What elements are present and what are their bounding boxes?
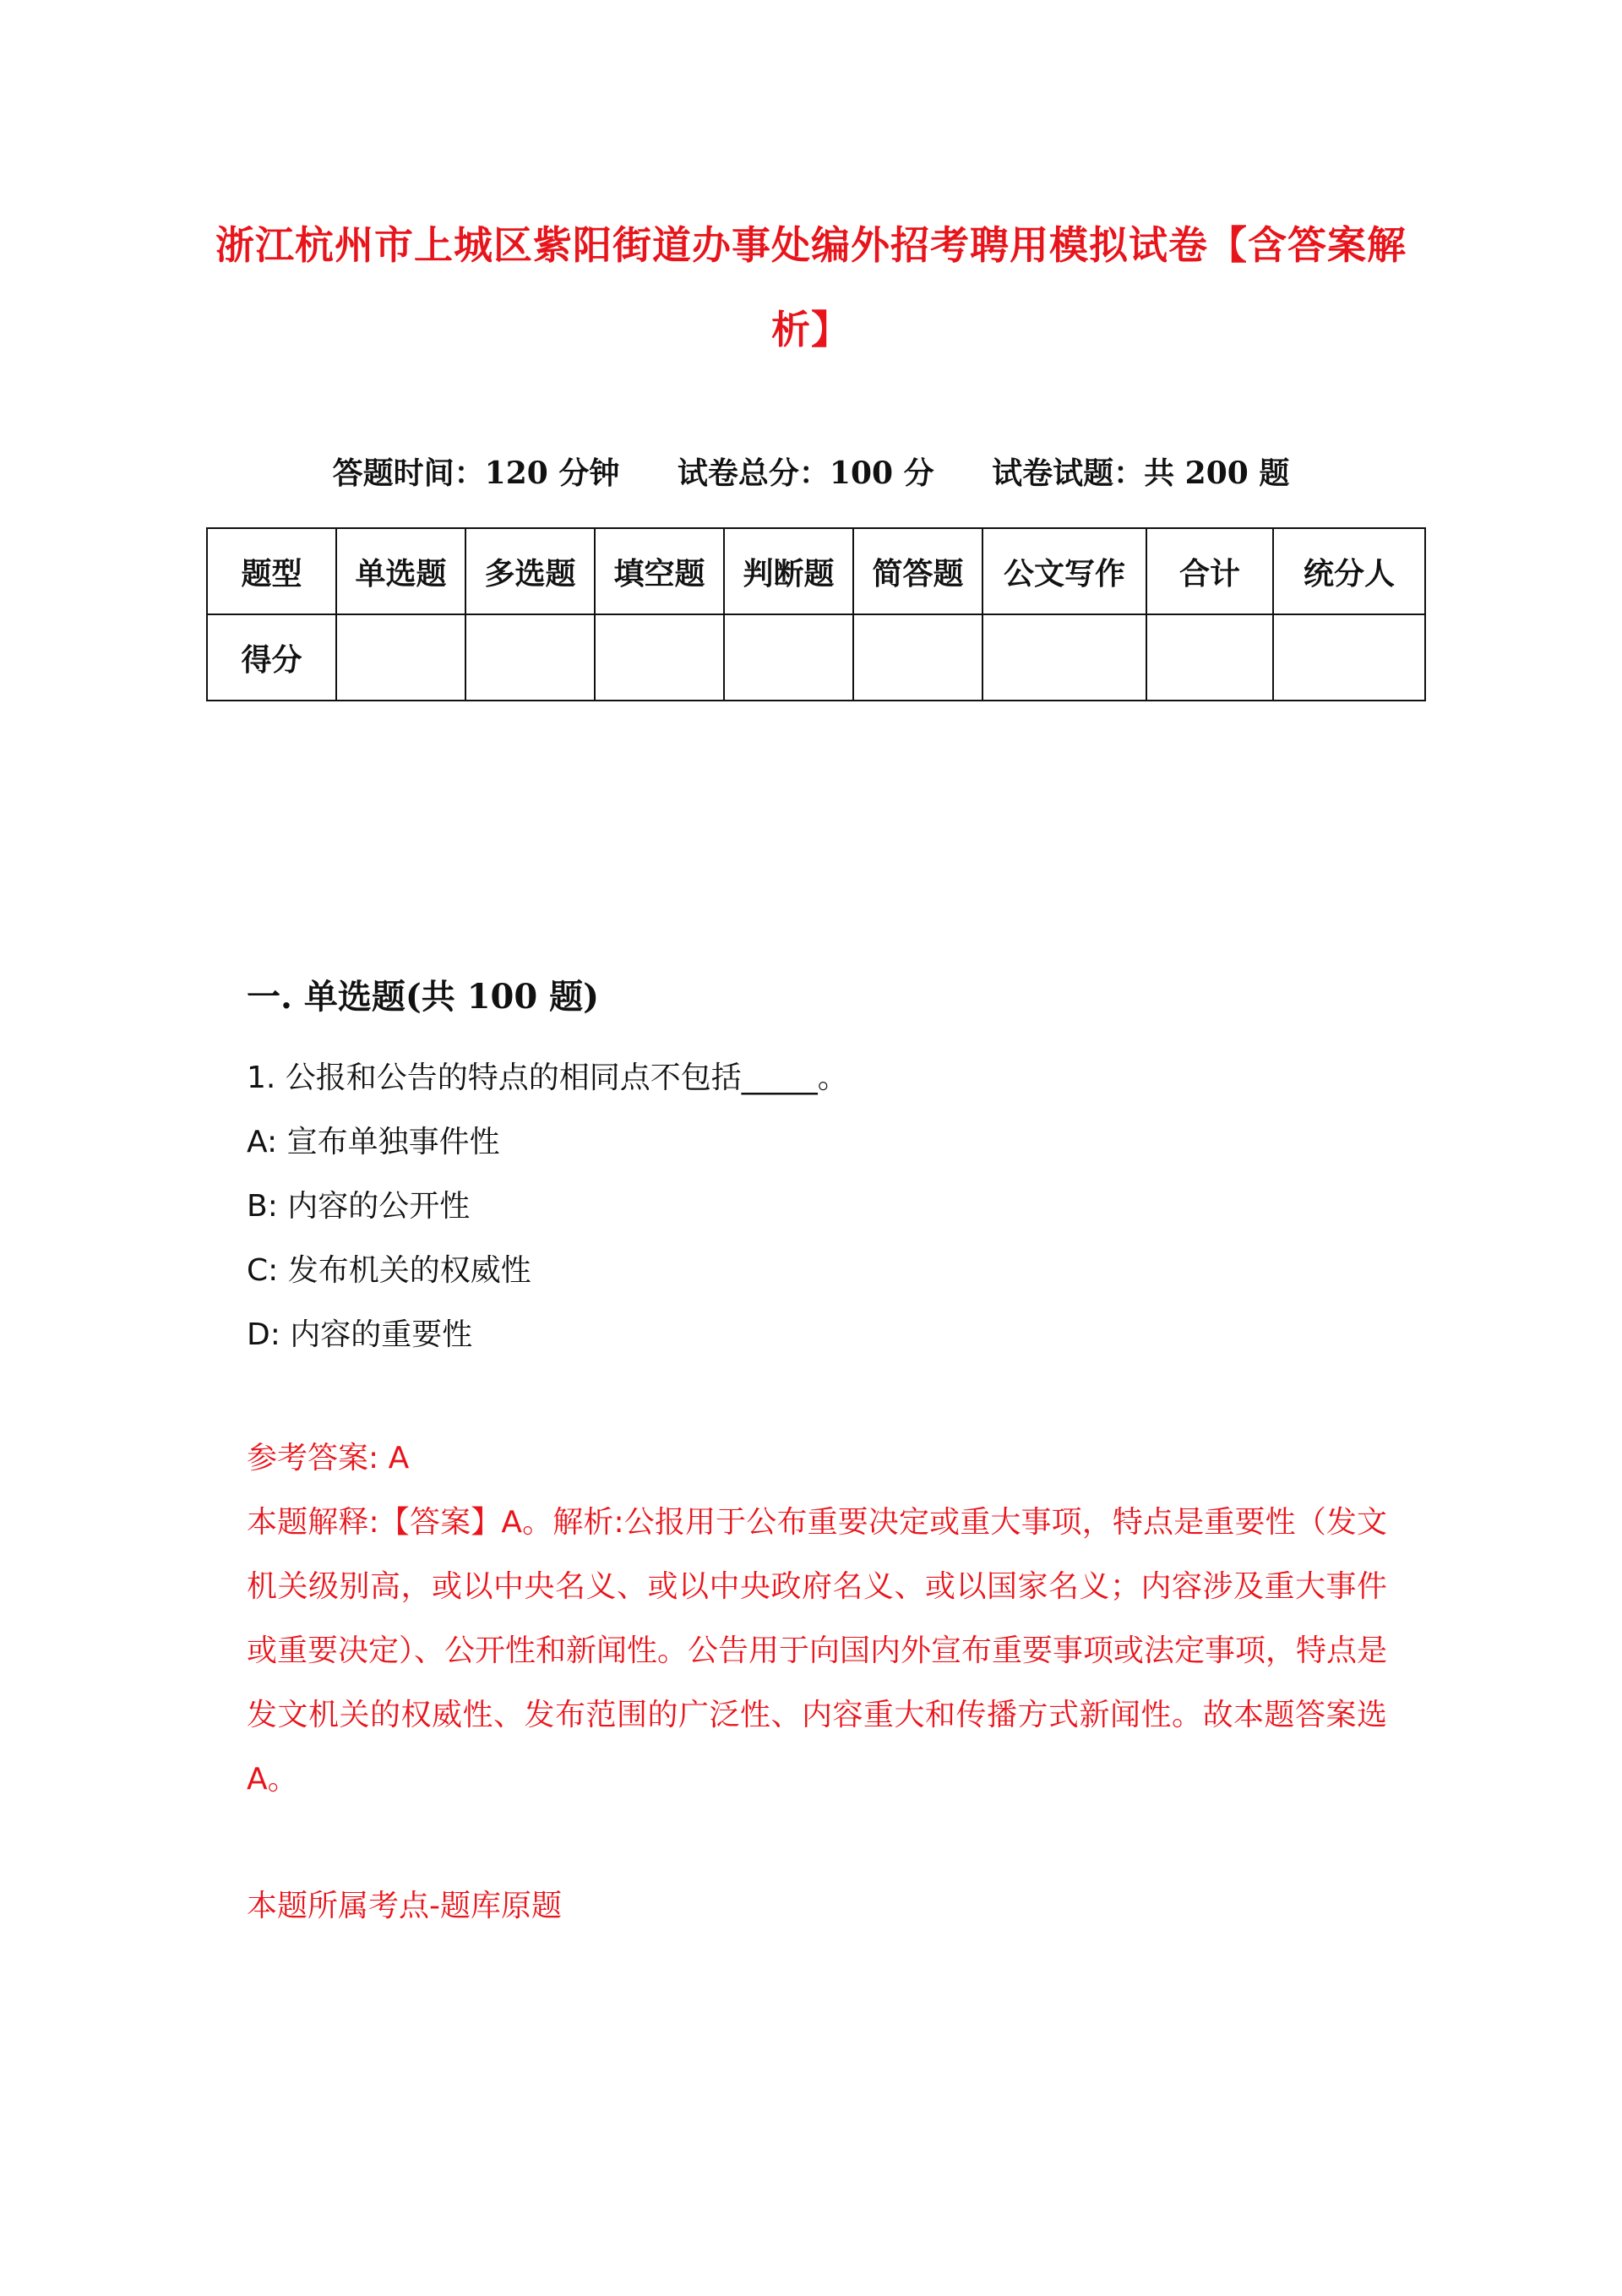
score-cell <box>853 614 982 701</box>
score-table-header-cell: 题型 <box>207 528 336 614</box>
exam-meta <box>0 448 1622 499</box>
option-d: D: 内容的重要性 <box>247 1317 473 1352</box>
score-cell <box>1273 614 1425 701</box>
score-table-score-row <box>207 614 1425 701</box>
score-cell <box>595 614 724 701</box>
score-table-header-cell: 公文写作 <box>982 528 1146 614</box>
score-table-header-cell: 多选题 <box>465 528 595 614</box>
score-table-header-row <box>207 528 1425 614</box>
option-b: B: 内容的公开性 <box>247 1189 471 1224</box>
score-cell <box>1146 614 1273 701</box>
answer-explanation: 本题解释:【答案】A。解析:公报用于公布重要决定或重大事项，特点是重要性（发文机关级别高，或以中央名义、或以中央政府名义、或以国家名义；内容涉及重大事件或重要决定）、公开性和新闻性。公告用于向国内外宣布重要事项或法定事项，特点是发文机关的权威性、发布范围的广泛性、内容重大和传播方式新闻性。故本题答案选 A。 <box>247 1505 1388 1797</box>
score-table-header-cell: 单选题 <box>336 528 465 614</box>
question-stem: 1. 公报和公告的特点的相同点不包括_____。 <box>247 1061 848 1095</box>
score-cell <box>465 614 595 701</box>
option-a: A: 宣布单独事件性 <box>247 1125 500 1159</box>
score-cell <box>336 614 465 701</box>
score-cell <box>724 614 853 701</box>
score-cell <box>982 614 1146 701</box>
exam-question-count: 试卷试题：共 200 题 <box>992 455 1290 491</box>
question-block <box>247 1046 1412 1367</box>
reference-answer: 参考答案: A <box>247 1441 410 1475</box>
knowledge-point: 本题所属考点-题库原题 <box>247 1889 562 1923</box>
score-table <box>206 527 1426 701</box>
section-title: 一. 单选题(共 100 题) <box>247 977 600 1017</box>
score-row-label: 得分 <box>207 614 336 701</box>
exam-total-score: 试卷总分：100 分 <box>677 455 934 491</box>
score-table-header-cell: 统分人 <box>1273 528 1425 614</box>
score-table-header-cell: 填空题 <box>595 528 724 614</box>
document-title: 浙江杭州市上城区紫阳街道办事处编外招考聘用模拟试卷【含答案解析】 <box>215 222 1407 352</box>
score-table-header-cell: 简答题 <box>853 528 982 614</box>
option-c: C: 发布机关的权威性 <box>247 1253 531 1288</box>
score-table-header-cell: 判断题 <box>724 528 853 614</box>
score-table-header-cell: 合计 <box>1146 528 1273 614</box>
exam-time: 答题时间：120 分钟 <box>332 455 620 491</box>
